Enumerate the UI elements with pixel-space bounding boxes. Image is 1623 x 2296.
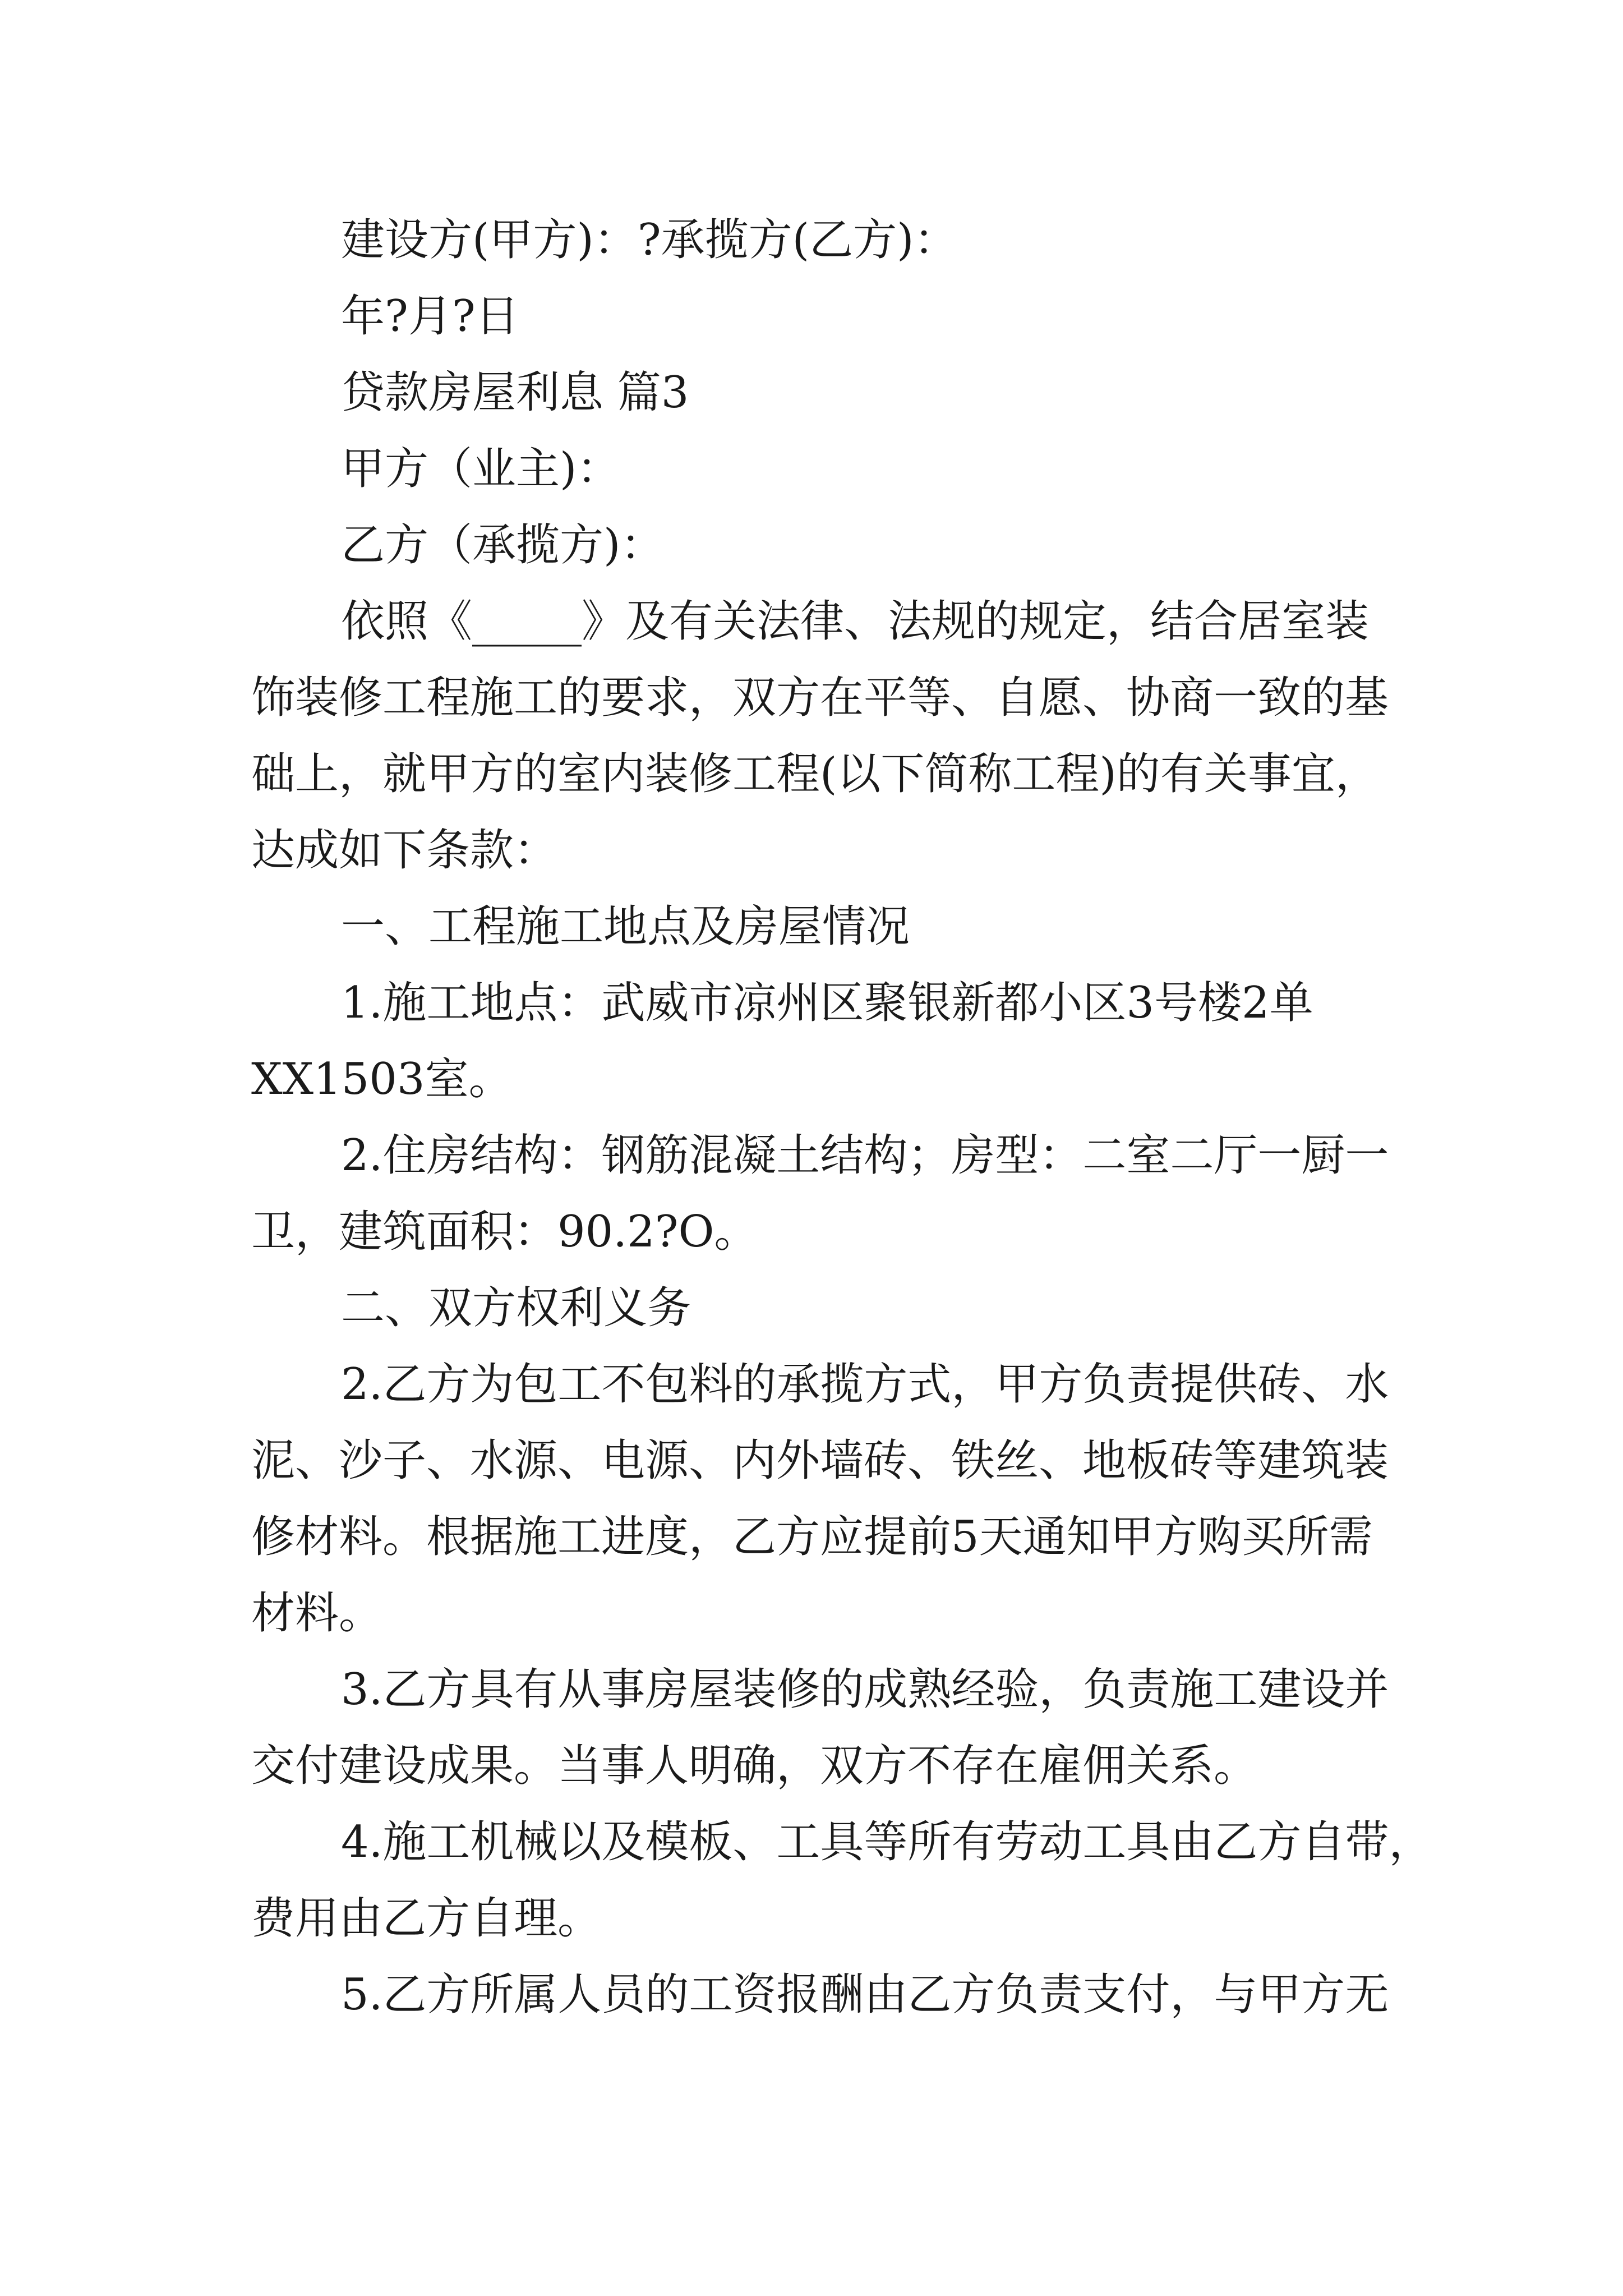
paragraph-line: 础上，就甲方的室内装修工程(以下简称工程)的有关事宜， [251, 749, 1379, 799]
party-b-line: 乙方（承揽方)： [341, 520, 665, 570]
paragraph-line: 修材料。根据施工进度，乙方应提前5天通知甲方购买所需 [251, 1512, 1373, 1562]
clause-heading: 一、工程施工地点及房屋情况 [341, 901, 910, 952]
paragraph-line: 材料。 [251, 1588, 383, 1639]
paragraph-line: 饰装修工程施工的要求，双方在平等、自愿、协商一致的基 [251, 673, 1389, 723]
paragraph-line: 2.乙方为包工不包料的承揽方式，甲方负责提供砖、水 [341, 1359, 1389, 1410]
signature-line-parties: 建设方(甲方)：?承揽方(乙方)： [341, 215, 958, 265]
clause-heading: 二、双方权利义务 [341, 1283, 691, 1333]
paragraph-line: 达成如下条款： [251, 825, 558, 876]
paragraph-line: 泥、沙子、水源、电源、内外墙砖、铁丝、地板砖等建筑装 [251, 1435, 1389, 1486]
signature-line-date: 年?月?日 [341, 291, 519, 342]
paragraph-line: 4.施工机械以及模板、工具等所有劳动工具由乙方自带， [341, 1817, 1433, 1867]
paragraph-line: 3.乙方具有从事房屋装修的成熟经验，负责施工建设并 [341, 1664, 1389, 1715]
paragraph-line: 1.施工地点：武威市凉州区聚银新都小区3号楼2单 [341, 978, 1313, 1028]
paragraph-line: 5.乙方所属人员的工资报酬由乙方负责支付，与甲方无 [341, 1970, 1389, 2020]
paragraph-line: 2.住房结构：钢筋混凝土结构；房型：二室二厅一厨一 [341, 1130, 1389, 1181]
paragraph-line: 依照《_____》及有关法律、法规的规定，结合居室装 [341, 596, 1370, 647]
paragraph-line: 卫，建筑面积：90.2?O。 [251, 1207, 758, 1257]
section-heading: 贷款房屋利息 篇3 [341, 367, 689, 418]
paragraph-line: 交付建设成果。当事人明确，双方不存在雇佣关系。 [251, 1741, 1258, 1791]
paragraph-line: 费用由乙方自理。 [251, 1893, 602, 1944]
party-a-line: 甲方（业主)： [341, 444, 621, 494]
document-body [251, 202, 1433, 2033]
paragraph-line: XX1503室。 [251, 1054, 513, 1105]
